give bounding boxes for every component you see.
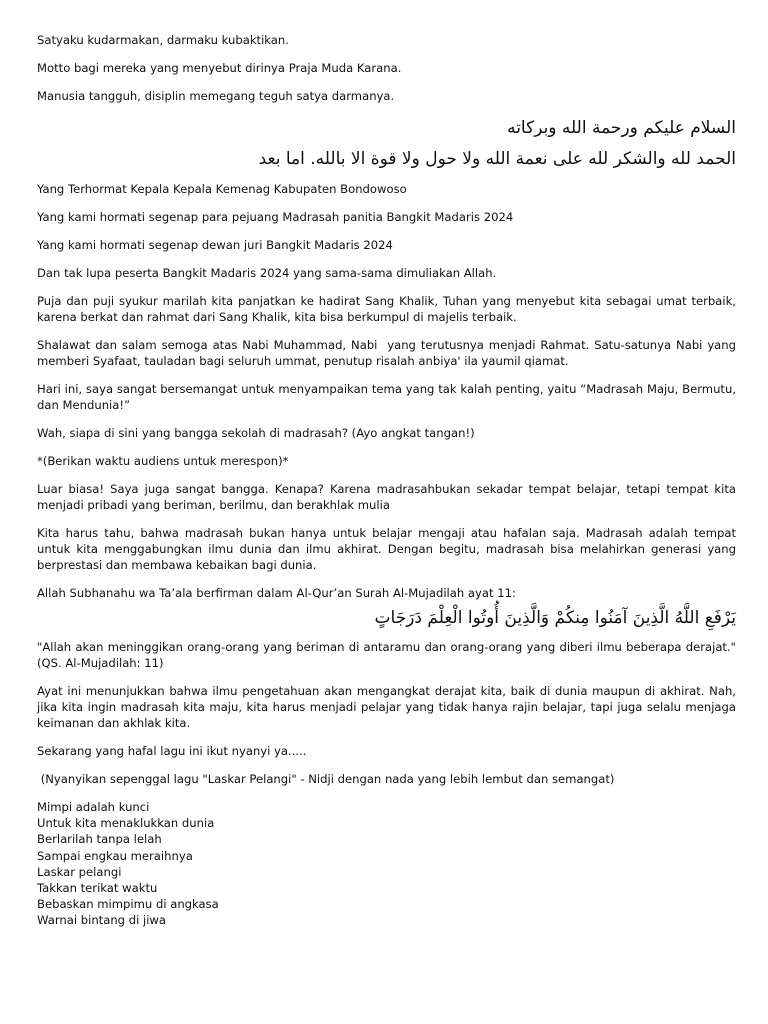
- salutation-4: Dan tak lupa peserta Bangkit Madaris 2024 yang sama-sama dimuliakan Allah.: [37, 266, 497, 280]
- document-page: [37, 32, 740, 929]
- lyric-line: Laskar pelangi: [37, 864, 122, 879]
- lyric-line: Sampai engkau meraihnya: [37, 848, 193, 863]
- lyric-line: Warnai bintang di jiwa: [37, 913, 167, 928]
- paragraph-verse-meaning: Ayat ini menunjukkan bahwa ilmu pengetahuan akan mengangkat derajat kita, baik di dunia maupun di akhirat. Nah, jika kita ingin madrasah kita maju, kita harus menjadi pelajar yang tidak hanya rajin belajar, tapi juga selalu menjaga keimanan dan akhlak kita.: [37, 684, 740, 730]
- intro-line-1: Satyaku kudarmakan, darmaku kubaktikan.: [37, 33, 289, 47]
- paragraph-sing-prompt: Sekarang yang hafal lagu ini ikut nyanyi ya.....: [37, 744, 307, 758]
- paragraph-theme: Hari ini, saya sangat bersemangat untuk menyampaikan tema yang tak kalah penting, yaitu “Madrasah Maju, Bermutu, dan Mendunia!”: [37, 382, 740, 412]
- paragraph-question: Wah, siapa di sini yang bangga sekolah di madrasah? (Ayo angkat tangan!): [37, 426, 475, 440]
- lyric-line: Untuk kita menaklukkan dunia: [37, 816, 215, 831]
- verse-translation: "Allah akan meninggikan orang-orang yang beriman di antaramu dan orang-orang yang diberi ilmu beberapa derajat."(QS. Al-Mujadilah: 11): [37, 640, 736, 670]
- song-lyrics: [37, 799, 736, 929]
- lyric-line: Berlarilah tanpa lelah: [37, 832, 162, 847]
- quran-verse: يَرْفَعِ اللَّهُ الَّذِينَ آمَنُوا مِنكُمْ وَالَّذِينَ أُوتُوا الْعِلْمَ دَرَجَاتٍ: [374, 608, 736, 628]
- paragraph-shalawat: Shalawat dan salam semoga atas Nabi Muhammad, Nabi yang terutusnya menjadi Rahmat. Satu-satunya Nabi yang memberi Syafaat, tauladan bagi seluruh ummat, penutup risalah anbiya' ila yaumil qiamat.: [37, 338, 740, 368]
- intro-line-2: Motto bagi mereka yang menyebut dirinya Praja Muda Karana.: [37, 61, 402, 75]
- paragraph-pride: Luar biasa! Saya juga sangat bangga. Kenapa? Karena madrasahbukan sekadar tempat belajar, tetapi tempat kita menjadi pribadi yang beriman, berilmu, dan berakhlak mulia: [37, 482, 740, 512]
- paragraph-madrasah: Kita harus tahu, bahwa madrasah bukan hanya untuk belajar mengaji atau hafalan saja. Madrasah adalah tempat untuk kita menggabungkan ilmu dunia dan ilmu akhirat. Dengan begitu, madrasah bisa melahirkan generasi yang berprestasi dan membawa kebaikan bagi dunia.: [37, 526, 740, 572]
- lyric-line: Mimpi adalah kunci: [37, 800, 150, 814]
- salutation-2: Yang kami hormati segenap para pejuang Madrasah panitia Bangkit Madaris 2024: [37, 210, 514, 224]
- salutation-3: Yang kami hormati segenap dewan juri Bangkit Madaris 2024: [37, 238, 393, 252]
- arabic-praise: الحمد لله والشكر لله على نعمة الله ولا حول ولا قوة الا بالله. اما بعد: [258, 149, 736, 169]
- paragraph-praise: Puja dan puji syukur marilah kita panjatkan ke hadirat Sang Khalik, Tuhan yang menyebut kita sebagai umat terbaik, karena berkat dan rahmat dari Sang Khalik, kita bisa berkumpul di majelis terbaik.: [37, 294, 740, 324]
- salutation-1: Yang Terhormat Kepala Kepala Kemenag Kabupaten Bondowoso: [37, 182, 407, 196]
- arabic-greeting: السلام عليكم ورحمة الله وبركاته: [507, 118, 736, 138]
- lyric-line: Bebaskan mimpimu di angkasa: [37, 897, 219, 912]
- paragraph-verse-intro: Allah Subhanahu wa Ta’ala berfirman dalam Al-Qur’an Surah Al-Mujadilah ayat 11:: [37, 586, 516, 600]
- lyric-line: Takkan terikat waktu: [37, 881, 158, 896]
- paragraph-stage-direction: *(Berikan waktu audiens untuk merespon)*: [37, 454, 289, 468]
- intro-line-3: Manusia tangguh, disiplin memegang teguh satya darmanya.: [37, 89, 395, 103]
- paragraph-song-direction: (Nyanyikan sepenggal lagu "Laskar Pelangi" - Nidji dengan nada yang lebih lembut dan semangat): [37, 772, 615, 786]
